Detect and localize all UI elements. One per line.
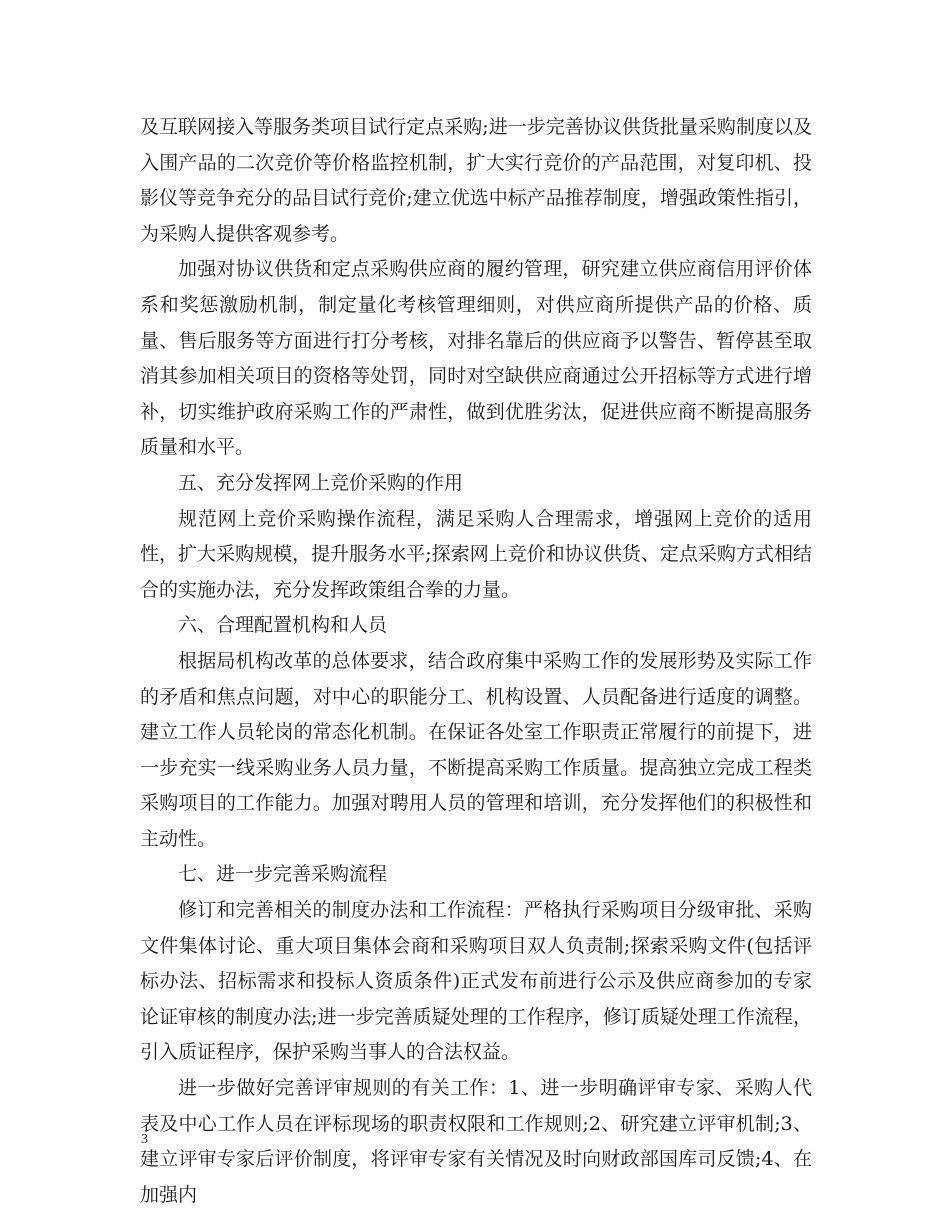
section-heading-6: 六、合理配置机构和人员 [178, 614, 388, 637]
page-number: 3 [141, 1132, 148, 1147]
paragraph-procedures: 修订和完善相关的制度办法和工作流程：严格执行采购项目分级审批、采购文件集体讨论、重大项目集体会商和采购项目双人负责制;探索采购文件(包括评标办法、招标需求和投标人资质条件)正式发布前进行公示及供应商参加的专家论证审核的制度办法;进一步完善质疑处理的工作程序，修订质疑处理工作流程，引入质证程序，保护采购当事人的合法权益。 [140, 899, 812, 1064]
paragraph-supplier-management: 加强对协议供货和定点采购供应商的履约管理，研究建立供应商信用评价体系和奖惩激励机制，制定量化考核管理细则，对供应商所提供产品的价格、质量、售后服务等方面进行打分考核，对排名靠后的供应商予以警告、暂停甚至取消其参加相关项目的资格等处罚，同时对空缺供应商通过公开招标等方式进行增补，切实维护政府采购工作的严肃性，做到优胜劣汰，促进供应商不断提高服务质量和水平。 [140, 258, 812, 459]
paragraph-review-rules: 进一步做好完善评审规则的有关工作：1、进一步明确评审专家、采购人代表及中心工作人员在评标现场的职责权限和工作规则;2、研究建立评审机制;3、建立评审专家后评价制度，将评审专家有关情况及时向财政部国库司反馈;4、在加强内 [140, 1077, 812, 1206]
paragraph-staffing: 根据局机构改革的总体要求，结合政府集中采购工作的发展形势及实际工作的矛盾和焦点问题，对中心的职能分工、机构设置、人员配备进行适度的调整。建立工作人员轮岗的常态化机制。在保证各处室工作职责正常履行的前提下，进一步充实一线采购业务人员力量，不断提高采购工作质量。提高独立完成工程类采购项目的工作能力。加强对聘用人员的管理和培训，充分发挥他们的积极性和主动性。 [140, 649, 812, 850]
paragraph-online-bidding: 规范网上竞价采购操作流程，满足采购人合理需求，增强网上竞价的适用性，扩大采购规模，提升服务水平;探索网上竞价和协议供货、定点采购方式相结合的实施办法，充分发挥政策组合拳的力量。 [140, 507, 812, 601]
section-heading-7: 七、进一步完善采购流程 [178, 863, 388, 886]
paragraph-procurement-pricing: 及互联网接入等服务类项目试行定点采购;进一步完善协议供货批量采购制度以及入围产品的二次竞价等价格监控机制，扩大实行竞价的产品范围，对复印机、投影仪等竞争充分的品目试行竞价;建立优选中标产品推荐制度，增强政策性指引，为采购人提供客观参考。 [140, 116, 812, 245]
document-body [140, 110, 812, 1213]
section-heading-5: 五、充分发挥网上竞价采购的作用 [178, 471, 464, 494]
